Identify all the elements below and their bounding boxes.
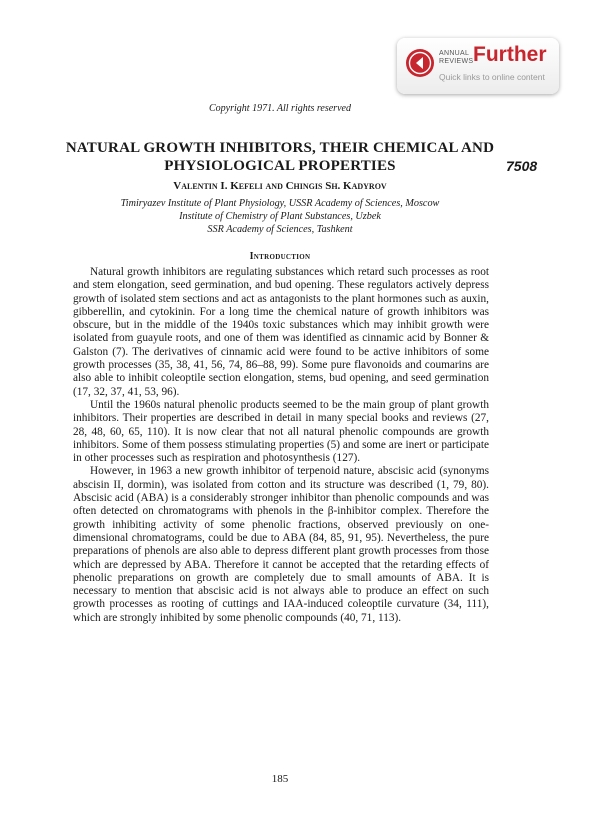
- badge-subtitle: Quick links to online content: [439, 72, 545, 82]
- further-link-badge[interactable]: [397, 38, 559, 94]
- affiliation-line: SSR Academy of Sciences, Tashkent: [207, 224, 353, 235]
- body-paragraph: However, in 1963 a new growth inhibitor of terpenoid nature, abscisic acid (synonyms abscisin II, dormin), was isolated from cotton and its structure was described (1, 79, 80). Abscisic acid (ABA) is a considerably stronger inhibitor than phenolic compounds and was often detected on chromatograms with phenols in the β-inhibitor complex. Therefore the growth inhibiting activity of some phenolic fractions, observed previously on one-dimensional chromatograms, could be due to ABA (84, 85, 91, 95). Nevertheless, the pure preparations of phenols are also able to depress different plant growth processes from those which are depressed by ABA. Therefore it cannot be accepted that the retarding effects of phenolic preparations on growth are completely due to small amounts of ABA. It is necessary to mention that abscisic acid is not always able to produce an effect on such growth processes as rooting of cuttings and IAA-induced coleoptile curvature (34, 111), which are strongly inhibited by some phenolic compounds (40, 71, 113).: [73, 465, 489, 624]
- badge-label: Further: [473, 43, 547, 66]
- article-title: NATURAL GROWTH INHIBITORS, THEIR CHEMICAL AND PHYSIOLOGICAL PROPERTIES: [65, 140, 495, 174]
- affiliation-line: Timiryazev Institute of Plant Physiology, USSR Academy of Sciences, Moscow: [120, 198, 440, 209]
- copyright-notice: Copyright 1971. All rights reserved: [209, 103, 351, 114]
- body-paragraph: Until the 1960s natural phenolic products seemed to be the main group of plant growth inhibitors. Their properties are described in detail in many special books and reviews (27, 28, 48, 60, 65, 110). It is now clear that not all natural phenolic compounds are growth inhibitors. Some of them possess stimulating properties (5) and some are inert or participate in other processes such as respiration and photosynthesis (127).: [73, 398, 489, 465]
- reference-number: 7508: [506, 158, 538, 174]
- affiliation-line: Institute of Chemistry of Plant Substances, Uzbek: [179, 211, 381, 222]
- article-authors: Valentin I. Kefeli and Chingis Sh. Kadyrov: [173, 180, 387, 192]
- section-heading: Introduction: [249, 251, 311, 262]
- body-paragraph: Natural growth inhibitors are regulating substances which retard such processes as root and stem elongation, seed germination, and bud opening. These regulators actively depress growth of isolated stem sections and act as antagonists to the plant hormones such as auxin, gibberellin, and cytokinin. For a long time the chemical nature of growth inhibitors was obscure, but in the middle of the 1940s toxic substances which may inhibit growth were isolated from guayule roots, and one of them was identified as cinnamic acid by Bonner & Galston (7). The derivatives of cinnamic acid were found to be active inhibitors of some growth processes (35, 38, 41, 56, 74, 86–88, 99). Some pure flavonoids and coumarins are also able to inhibit coleoptile section elongation, stems, bud opening, and seed germination (17, 32, 37, 41, 53, 96).: [73, 266, 489, 398]
- page-number: 185: [271, 773, 289, 785]
- annual-reviews-logo-icon: [405, 48, 435, 78]
- article-body: [73, 266, 489, 625]
- badge-publisher: ANNUAL REVIEWS: [439, 50, 474, 65]
- author-affiliations: [60, 197, 500, 236]
